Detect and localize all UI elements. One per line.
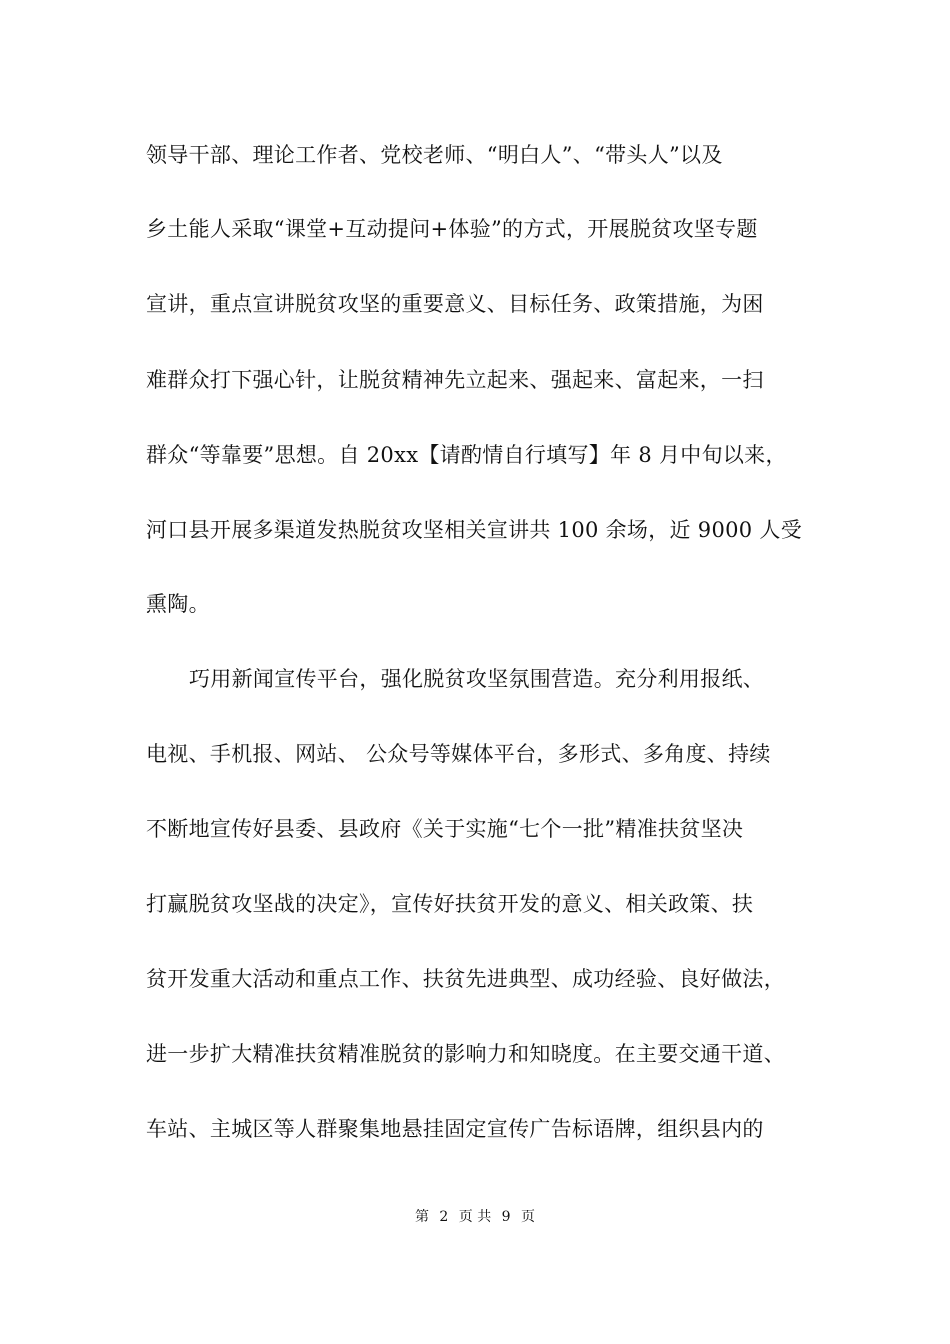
body-text-line: 打赢脱贫攻坚战的决定》，宣传好扶贫开发的意义、相关政策、扶 — [146, 892, 754, 916]
body-text-line: 乡土能人采取“课堂+互动提问+体验”的方式，开展脱贫攻坚专题 — [146, 217, 758, 241]
footer-prefix: 第 — [414, 1209, 429, 1225]
body-text-line: 贫开发重大活动和重点工作、扶贫先进典型、成功经验、良好做法， — [146, 967, 785, 991]
footer-middle: 页 共 — [458, 1209, 492, 1225]
body-text-line: 河口县开展多渠道发热脱贫攻坚相关宣讲共 100 余场，近 9000 人受 — [146, 518, 803, 542]
body-text-line: 熏陶。 — [146, 592, 210, 616]
body-text-line: 领导干部、理论工作者、党校老师、“明白人”、“带头人”以及 — [146, 143, 723, 167]
page-number-footer — [0, 1208, 950, 1226]
body-text-line: 不断地宣传好县委、县政府《关于实施“七个一批”精准扶贫坚决 — [146, 817, 744, 841]
body-text-line: 电视、手机报、网站、 公众号等媒体平台，多形式、多角度、持续 — [146, 742, 771, 766]
body-text-line: 群众“等靠要”思想。自 20xx【请酌情自行填写】年 8 月中旬以来， — [146, 443, 787, 467]
total-pages-number: 9 — [501, 1209, 511, 1225]
current-page-number: 2 — [439, 1209, 449, 1225]
footer-suffix: 页 — [521, 1209, 536, 1225]
body-text-line: 难群众打下强心针，让脱贫精神先立起来、强起来、富起来，一扫 — [146, 368, 764, 392]
paragraph-first-line: 巧用新闻宣传平台，强化脱贫攻坚氛围营造。充分利用报纸、 — [189, 667, 765, 691]
body-text-line: 进一步扩大精准扶贫精准脱贫的影响力和知晓度。在主要交通干道、 — [146, 1042, 785, 1066]
body-text-line: 车站、主城区等人群聚集地悬挂固定宣传广告标语牌，组织县内的 — [146, 1117, 764, 1141]
body-text-line: 宣讲，重点宣讲脱贫攻坚的重要意义、目标任务、政策措施，为困 — [146, 292, 764, 316]
